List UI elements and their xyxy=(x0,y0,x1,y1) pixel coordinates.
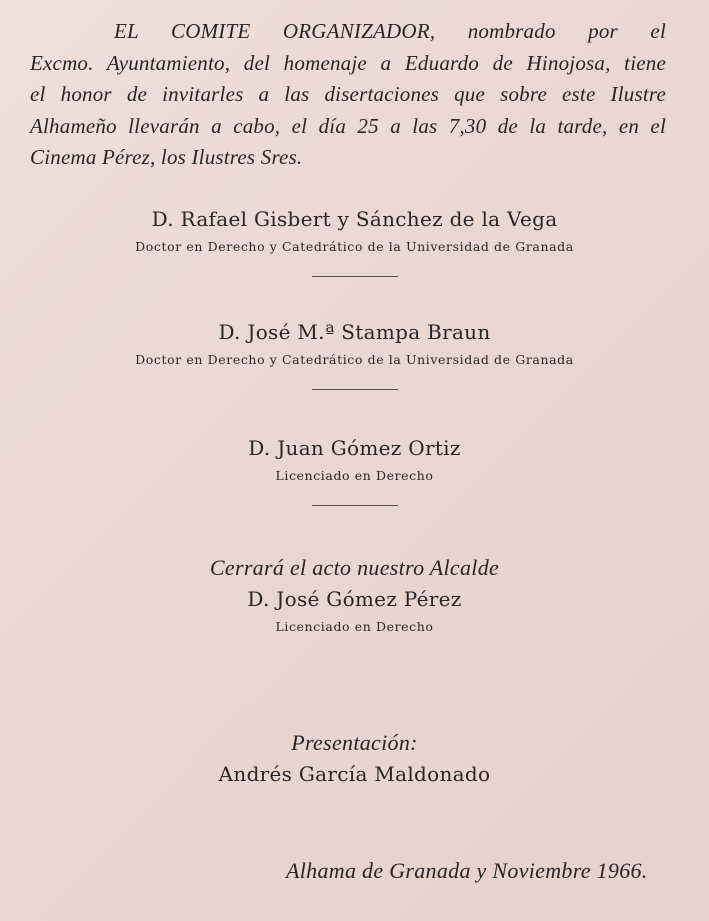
intro-line: EL COMITE ORGANIZADOR, nombrado por el xyxy=(114,19,666,43)
speaker-title: Doctor en Derecho y Catedrático de la Universidad de Granada xyxy=(135,239,574,254)
speaker-block-1 xyxy=(0,207,709,277)
place-date: Alhama de Granada y Noviembre 1966. xyxy=(286,858,648,883)
presentation-heading: Presentación: xyxy=(291,730,418,755)
mayor-title: Licenciado en Derecho xyxy=(275,619,434,634)
closing-act-heading: Cerrará el acto nuestro Alcalde xyxy=(209,555,500,580)
intro-paragraph xyxy=(30,16,666,174)
intro-line: Alhameño llevarán a cabo, el día 25 a las 7,30 de la tarde, en el xyxy=(30,113,666,138)
mayor-name: D. José Gómez Pérez xyxy=(247,587,462,611)
intro-line: Cinema Pérez, los Ilustres Sres. xyxy=(30,145,303,169)
speaker-name: D. Rafael Gisbert y Sánchez de la Vega xyxy=(151,207,558,231)
intro-line: el honor de invitarles a las disertaciones que sobre este Ilustre xyxy=(30,82,666,106)
speaker-block-3 xyxy=(0,436,709,506)
speaker-title: Doctor en Derecho y Catedrático de la Universidad de Granada xyxy=(135,352,574,367)
separator-line xyxy=(312,276,398,277)
speaker-title: Licenciado en Derecho xyxy=(275,468,434,483)
presentation-block xyxy=(0,730,709,786)
separator-line xyxy=(312,389,398,390)
speaker-block-2 xyxy=(0,320,709,390)
speaker-name: D. Juan Gómez Ortiz xyxy=(248,436,461,460)
speaker-name: D. José M.ª Stampa Braun xyxy=(218,320,491,344)
presenter-name: Andrés García Maldonado xyxy=(218,762,491,786)
separator-line xyxy=(312,505,398,506)
intro-line: Excmo. Ayuntamiento, del homenaje a Eduardo de Hinojosa, tiene xyxy=(30,50,666,75)
closing-act-block xyxy=(0,555,709,634)
